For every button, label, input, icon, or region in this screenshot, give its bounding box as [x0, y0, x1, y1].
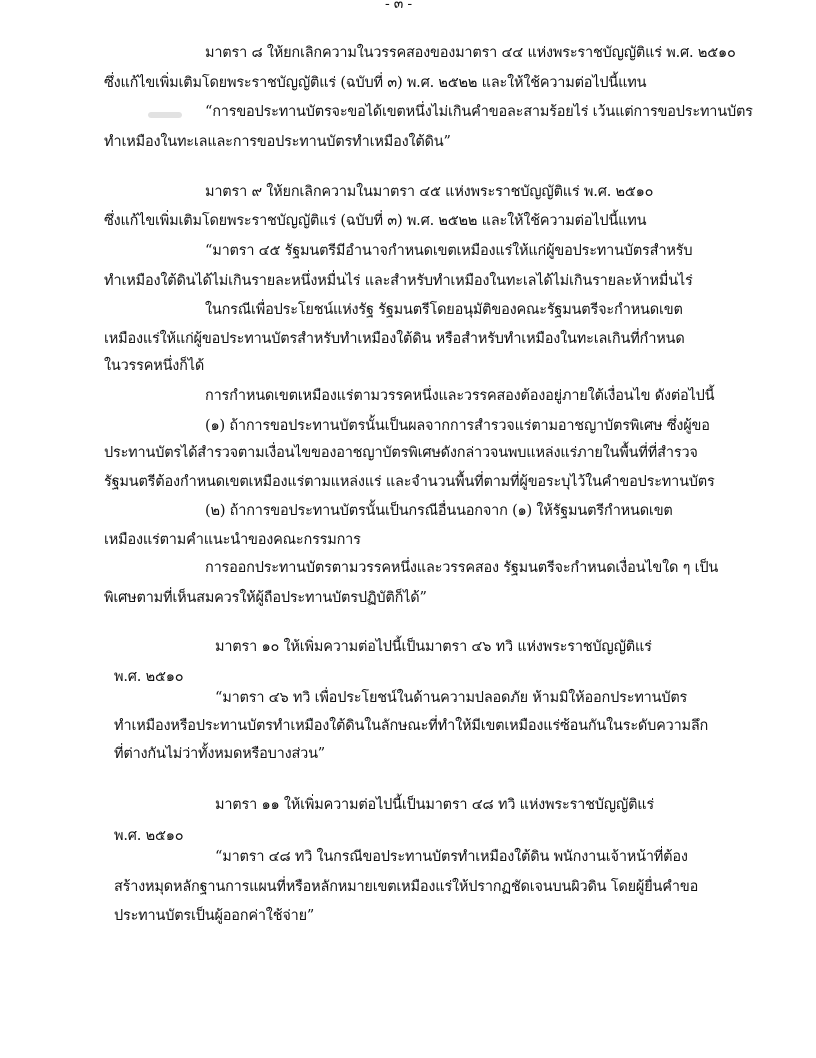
- text-line: ทำเหมืองใต้ดินได้ไม่เกินรายละหนึ่งหมื่นไร่ และสำหรับทำเหมืองในทะเลได้ไม่เกินรายละห้าหมื่นไร่: [104, 273, 693, 289]
- text-line: ประทานบัตรได้สำรวจตามเงื่อนไขของอาชญาบัตรพิเศษดังกล่าวจนพบแหล่งแร่ภายในพื้นที่ที่สำรวจ: [104, 445, 698, 461]
- text-line: ทำเหมืองหรือประทานบัตรทำเหมืองใต้ดินในลักษณะที่ทำให้มีเขตเหมืองแร่ซ้อนกันในระดับความลึก: [114, 718, 709, 734]
- text-line: “มาตรา ๔๕ รัฐมนตรีมีอำนาจกำหนดเขตเหมืองแร่ให้แก่ผู้ขอประทานบัตรสำหรับ: [205, 243, 693, 259]
- text-line: รัฐมนตรีต้องกำหนดเขตเหมืองแร่ตามแหล่งแร่ และจำนวนพื้นที่ตามที่ผู้ขอระบุไว้ในคำขอประทานบัตร: [104, 474, 715, 490]
- text-line: พ.ศ. ๒๕๑๐: [114, 828, 184, 844]
- text-line: การกำหนดเขตเหมืองแร่ตามวรรคหนึ่งและวรรคสองต้องอยู่ภายใต้เงื่อนไข ดังต่อไปนี้: [205, 388, 715, 404]
- text-line: “การขอประทานบัตรจะขอได้เขตหนึ่งไม่เกินคำขอละสามร้อยไร่ เว้นแต่การขอประทานบัตร: [205, 104, 753, 120]
- text-line: ซึ่งแก้ไขเพิ่มเติมโดยพระราชบัญญัติแร่ (ฉบับที่ ๓) พ.ศ. ๒๕๒๒ และให้ใช้ความต่อไปนี้แทน: [104, 75, 647, 91]
- text-line: ทำเหมืองในทะเลและการขอประทานบัตรทำเหมืองใต้ดิน”: [104, 134, 451, 150]
- page-number: - ๓ -: [385, 0, 412, 12]
- scan-smudge: [148, 112, 182, 118]
- text-line: “มาตรา ๔๘ ทวิ ในกรณีขอประทานบัตรทำเหมืองใต้ดิน พนักงานเจ้าหน้าที่ต้อง: [215, 849, 688, 865]
- text-line: การออกประทานบัตรตามวรรคหนึ่งและวรรคสอง รัฐมนตรีจะกำหนดเงื่อนไขใด ๆ เป็น: [205, 560, 719, 576]
- text-line: สร้างหมุดหลักฐานการแผนที่หรือหลักหมายเขตเหมืองแร่ให้ปรากฏชัดเจนบนผิวดิน โดยผู้ยื่นคำขอ: [114, 879, 699, 895]
- section-8-heading: มาตรา ๘ ให้ยกเลิกความในวรรคสองของมาตรา ๔๔ แห่งพระราชบัญญัติแร่ พ.ศ. ๒๕๑๐: [205, 45, 736, 61]
- text-line: พิเศษตามที่เห็นสมควรให้ผู้ถือประทานบัตรปฏิบัติก็ได้”: [104, 590, 427, 606]
- text-line: ประทานบัตรเป็นผู้ออกค่าใช้จ่าย”: [114, 908, 315, 924]
- text-line: ที่ต่างกันไม่ว่าทั้งหมดหรือบางส่วน”: [114, 746, 325, 762]
- section-10-heading: มาตรา ๑๐ ให้เพิ่มความต่อไปนี้เป็นมาตรา ๔๖ ทวิ แห่งพระราชบัญญัติแร่: [215, 639, 652, 655]
- text-line: ในกรณีเพื่อประโยชน์แห่งรัฐ รัฐมนตรีโดยอนุมัติของคณะรัฐมนตรีจะกำหนดเขต: [205, 302, 683, 318]
- text-line: ในวรรคหนึ่งก็ได้: [104, 358, 205, 374]
- text-line: เหมืองแร่ตามคำแนะนำของคณะกรรมการ: [104, 532, 361, 548]
- text-line: เหมืองแร่ให้แก่ผู้ขอประทานบัตรสำหรับทำเหมืองใต้ดิน หรือสำหรับทำเหมืองในทะเลเกินที่กำหนด: [104, 331, 685, 347]
- text-line: พ.ศ. ๒๕๑๐: [114, 669, 184, 685]
- text-line: “มาตรา ๔๖ ทวิ เพื่อประโยชน์ในด้านความปลอดภัย ห้ามมิให้ออกประทานบัตร: [215, 690, 688, 706]
- text-line: (๑) ถ้าการขอประทานบัตรนั้นเป็นผลจากการสำรวจแร่ตามอาชญาบัตรพิเศษ ซึ่งผู้ขอ: [205, 418, 710, 434]
- text-line: ซึ่งแก้ไขเพิ่มเติมโดยพระราชบัญญัติแร่ (ฉบับที่ ๓) พ.ศ. ๒๕๒๒ และให้ใช้ความต่อไปนี้แทน: [104, 213, 647, 229]
- section-11-heading: มาตรา ๑๑ ให้เพิ่มความต่อไปนี้เป็นมาตรา ๔๘ ทวิ แห่งพระราชบัญญัติแร่: [215, 797, 655, 813]
- text-line: (๒) ถ้าการขอประทานบัตรนั้นเป็นกรณีอื่นนอกจาก (๑) ให้รัฐมนตรีกำหนดเขต: [205, 503, 673, 519]
- section-9-heading: มาตรา ๙ ให้ยกเลิกความในมาตรา ๔๕ แห่งพระราชบัญญัติแร่ พ.ศ. ๒๕๑๐: [205, 184, 654, 200]
